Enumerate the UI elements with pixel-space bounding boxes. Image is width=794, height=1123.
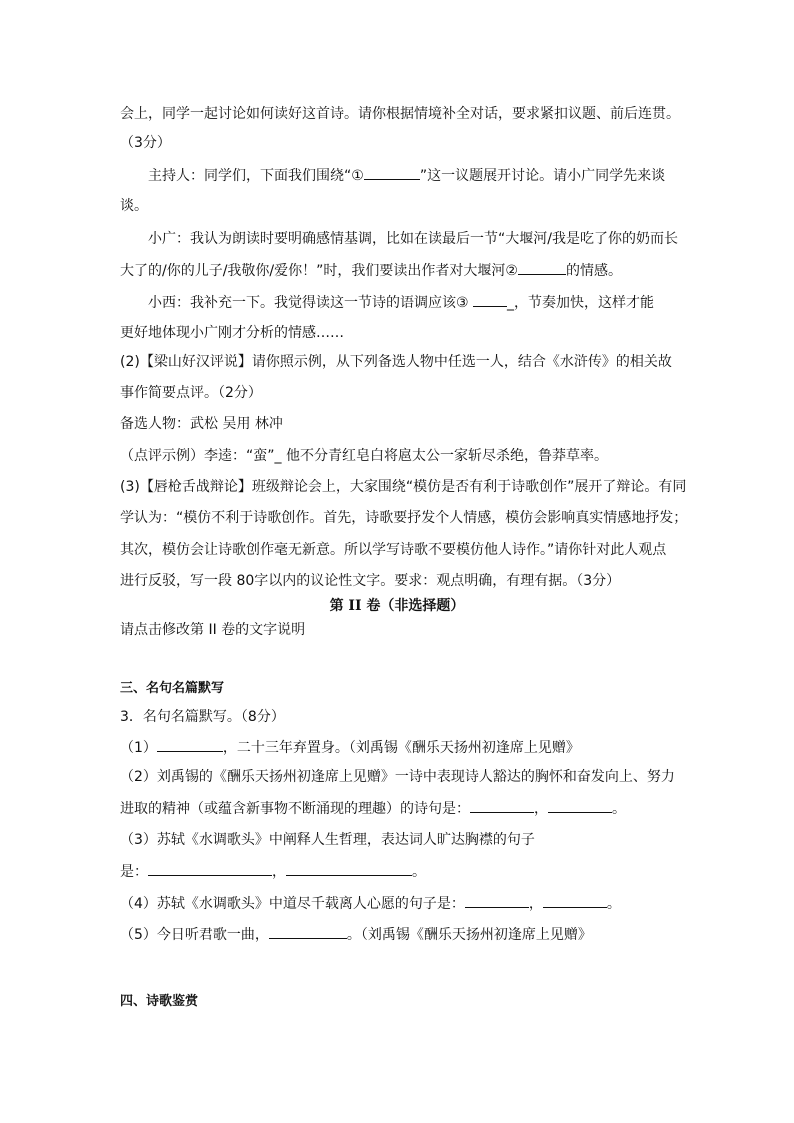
question-2-3-l3: 其次，模仿会让诗歌创作毫无新意。所以学写诗歌不要模仿他人诗作。”请你针对此人观点 [120, 542, 667, 558]
item-4-comma: ， [528, 896, 543, 912]
item-5-text: （5）今日听君歌一曲， [120, 927, 269, 943]
blank-3[interactable] [473, 292, 507, 307]
example-comment: （点评示例）李逵：“蛮”_ 他不分青红皂白将扈太公一家斩尽杀绝，鲁莽草率。 [120, 448, 608, 464]
section-heading-4: 四、诗歌鉴赏 [120, 994, 199, 1009]
dialogue-xi-cont: 更好地体现小广刚才分析的情感…… [120, 325, 344, 341]
volume-title: 第 II 卷（非选择题） [329, 598, 465, 614]
recite-item-4 [120, 893, 621, 914]
xi-text-b: _，节奏加快，这样才能 [507, 295, 654, 311]
item-3-comma: ， [272, 864, 286, 880]
item-2-comma: ， [534, 801, 548, 817]
dialogue-guang-cont [120, 260, 622, 281]
blank-recite-4b[interactable] [543, 893, 607, 908]
host-text-b: ”这一议题展开讨论。请小广同学先来谈 [419, 168, 666, 184]
score-note: （3分） [120, 135, 171, 151]
item-1-num: （1） [120, 740, 157, 756]
blank-1[interactable] [364, 165, 420, 180]
recite-item-5 [120, 924, 592, 945]
recite-item-2: （2）刘禹锡的《酬乐天扬州初逢席上见赠》一诗中表现诗人豁达的胸怀和奋发向上、努力 [120, 769, 675, 785]
recite-item-3: （3）苏轼《水调歌头》中阐释人生哲理，表达词人旷达胸襟的句子 [120, 832, 535, 848]
section-heading: 三、名句名篇默写 [120, 681, 225, 696]
item-1-text: ，二十三年弃置身。（刘禹锡《酬乐天扬州初逢席上见赠》 [222, 740, 580, 756]
candidates: 备选人物：武松 吴用 林冲 [120, 416, 283, 432]
item-4-period: 。 [606, 896, 621, 912]
dialogue-host [148, 165, 665, 186]
item-2-period: 。 [612, 801, 626, 817]
dialogue-xi [148, 292, 654, 313]
blank-recite-4a[interactable] [465, 893, 529, 908]
dialogue-host-cont: 谈。 [120, 198, 148, 214]
recite-item-3-cont [120, 861, 426, 882]
recite-item-1 [120, 737, 580, 758]
question-text: 会上，同学一起讨论如何读好这首诗。请你根据情境补全对话，要求紧扣议题、前后连贯。 [120, 106, 680, 122]
blank-recite-1[interactable] [157, 737, 223, 752]
question-2-3: (3)【唇枪舌战辩论】班级辩论会上，大家围绕“模仿是否有利于诗歌创作”展开了辩论。有同 [120, 479, 687, 495]
blank-recite-5[interactable] [269, 924, 347, 939]
item-5-source: 。（刘禹锡《酬乐天扬州初逢席上见赠》 [346, 927, 592, 943]
blank-recite-3b[interactable] [286, 861, 412, 876]
item-3-text: 是： [120, 864, 148, 880]
recite-item-2-cont [120, 798, 626, 819]
guang-text-c: 的情感。 [565, 263, 622, 279]
item-2-text: 进取的精神（或蕴含新事物不断涌现的理趣）的诗句是： [120, 801, 470, 817]
question-2-3-l4: 进行反驳，写一段 80字以内的议论性文字。要求：观点明确，有理有据。（3分） [120, 573, 621, 589]
volume-note[interactable]: 请点击修改第 II 卷的文字说明 [120, 622, 306, 638]
blank-recite-2b[interactable] [548, 798, 612, 813]
blank-2[interactable] [518, 260, 566, 275]
question-2-2: (2)【梁山好汉评说】请你照示例，从下列备选人物中任选一人，结合《水浒传》的相关故 [120, 354, 672, 370]
dialogue-guang: 小广：我认为朗读时要明确感情基调，比如在读最后一节“大堰河/我是吃了你的奶而长 [148, 231, 678, 247]
question-2-3-l2: 学认为：“模仿不利于诗歌创作。首先，诗歌要抒发个人情感，模仿会影响真实情感地抒发； [120, 510, 688, 526]
xi-text-a: 小西：我补充一下。我觉得读这一节诗的语调应该③ [148, 295, 473, 311]
item-3-period: 。 [412, 864, 426, 880]
host-text-a: 主持人：同学们，下面我们围绕“① [148, 168, 364, 184]
blank-recite-3a[interactable] [148, 861, 272, 876]
item-4-text: （4）苏轼《水调歌头》中道尽千载离人心愿的句子是： [120, 896, 465, 912]
question-2-2-cont: 事作简要点评。（2分） [120, 385, 262, 401]
question-3: 3．名句名篇默写。（8分） [120, 709, 285, 725]
guang-text-b: 大了的/你的儿子/我敬你/爱你！”时，我们要读出作者对大堰河② [120, 263, 518, 279]
blank-recite-2a[interactable] [470, 798, 534, 813]
